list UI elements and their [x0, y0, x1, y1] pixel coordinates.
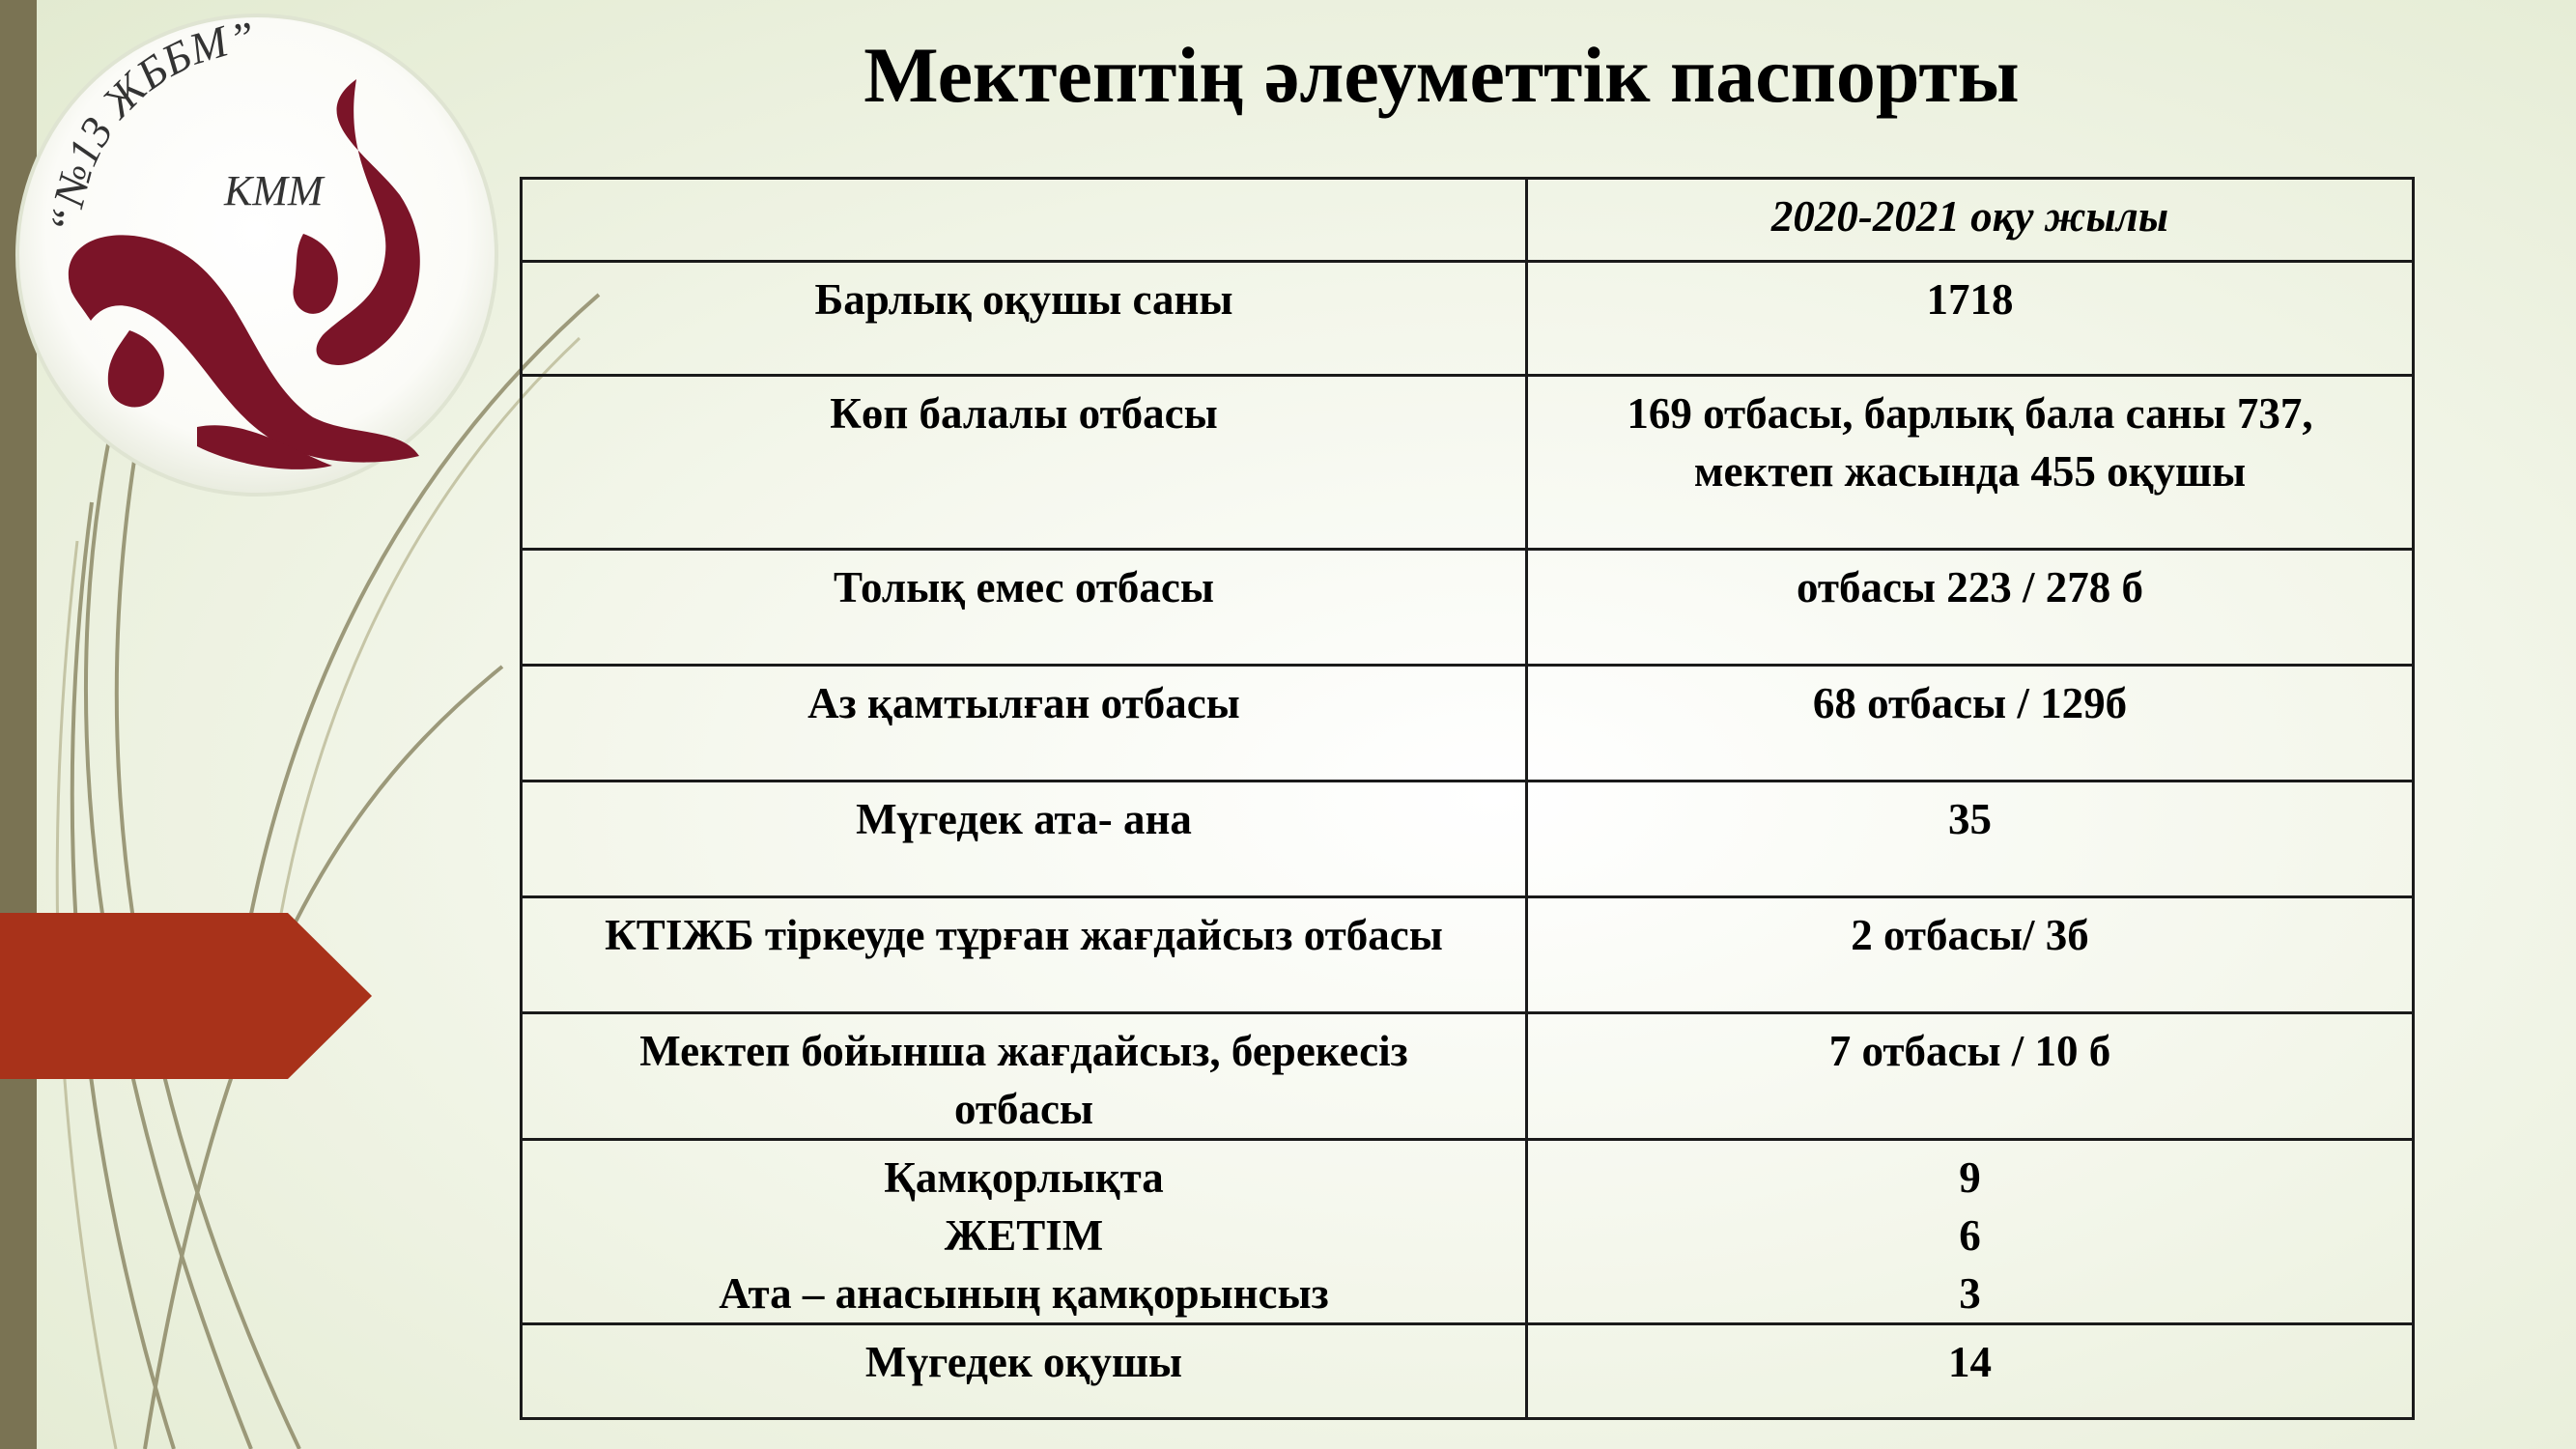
page-title: Мектептің әлеуметтік паспорты: [863, 31, 2020, 119]
row-value: 1718: [1527, 262, 2414, 376]
row-value: 7 отбасы / 10 б: [1527, 1013, 2414, 1140]
row-label: [522, 1013, 1527, 1140]
table-row: [522, 781, 2414, 897]
row-label-line: ЖЕТІМ: [944, 1211, 1104, 1260]
row-label: Мүгедек ата- ана: [522, 781, 1527, 897]
row-value: 2 отбасы/ 3б: [1527, 897, 2414, 1013]
row-label-line: Қамқорлықта: [884, 1153, 1164, 1202]
logo-text-bottom: КММ: [224, 167, 324, 214]
row-value: [1527, 376, 2414, 550]
row-label-line: Мектеп бойынша жағдайсыз, берекесіз: [639, 1027, 1408, 1075]
row-value: отбасы 223 / 278 б: [1527, 550, 2414, 666]
table-row: [522, 666, 2414, 781]
row-label: Барлық оқушы саны: [522, 262, 1527, 376]
header-cell-empty: [522, 179, 1527, 262]
row-value: 14: [1527, 1324, 2414, 1419]
table-row: [522, 1324, 2414, 1419]
row-label: КТІЖБ тіркеуде тұрған жағдайсыз отбасы: [522, 897, 1527, 1013]
row-label-line: Ата – анасының қамқорынсыз: [719, 1269, 1329, 1318]
row-value: 68 отбасы / 129б: [1527, 666, 2414, 781]
row-value-line: 9: [1959, 1153, 1981, 1202]
row-value: [1527, 1140, 2414, 1324]
row-value: 35: [1527, 781, 2414, 897]
table-row: [522, 550, 2414, 666]
table-row: [522, 262, 2414, 376]
row-value-line: 3: [1959, 1269, 1981, 1318]
table-row: [522, 1140, 2414, 1324]
row-label: [522, 1140, 1527, 1324]
row-label-line: отбасы: [953, 1085, 1094, 1133]
row-value-line: мектеп жасында 455 оқушы: [1693, 447, 2247, 496]
table-row: [522, 1013, 2414, 1140]
row-label: Мүгедек оқушы: [522, 1324, 1527, 1419]
table-header-row: [522, 179, 2414, 262]
header-cell-year: 2020-2021 оқу жылы: [1527, 179, 2414, 262]
row-label: Көп балалы отбасы: [522, 376, 1527, 550]
school-logo: [14, 12, 501, 499]
table-row: [522, 376, 2414, 550]
social-passport-table: [520, 177, 2415, 1420]
row-value-line: 169 отбасы, барлық бала саны 737,: [1627, 389, 2313, 438]
row-label: Толық емес отбасы: [522, 550, 1527, 666]
row-label: Аз қамтылған отбасы: [522, 666, 1527, 781]
logo-text-top: “№13 ЖББМ”: [41, 12, 257, 235]
red-arrow-tab: [0, 913, 372, 1079]
row-value-line: 6: [1959, 1211, 1981, 1260]
table-row: [522, 897, 2414, 1013]
